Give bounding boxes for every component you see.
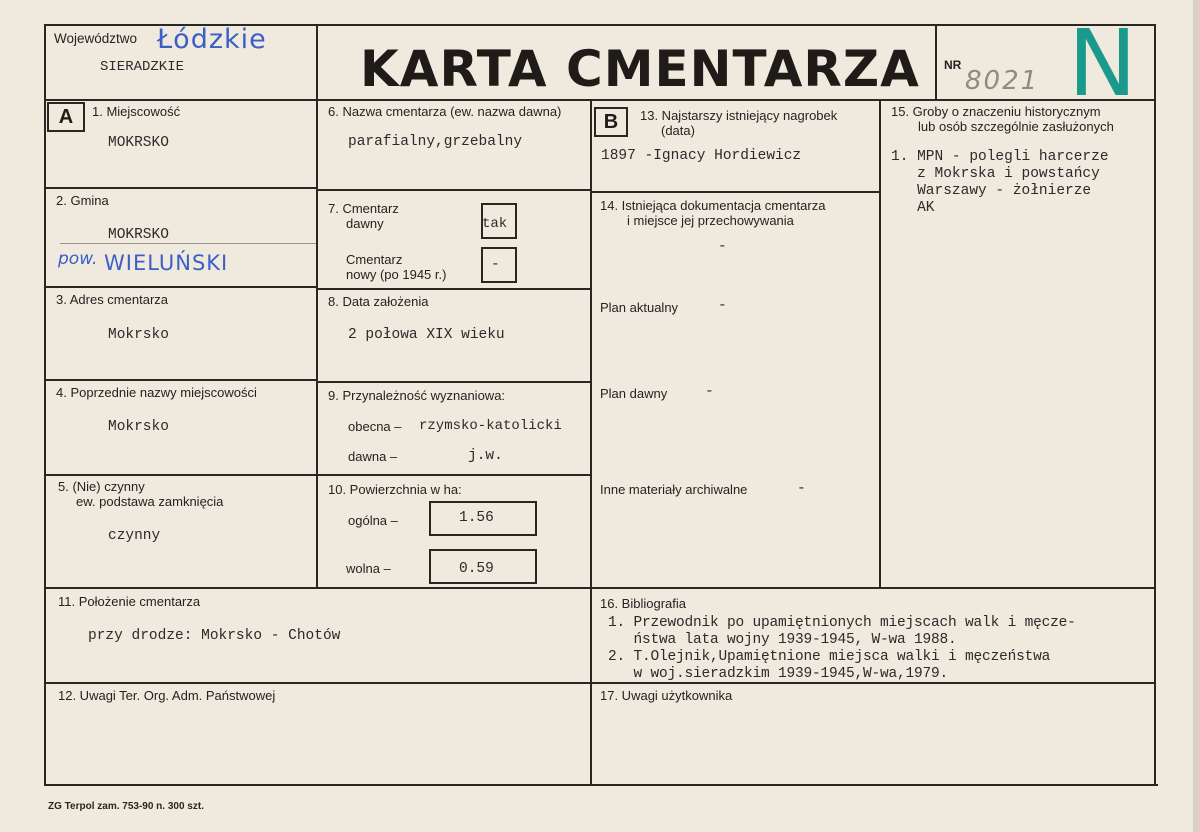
f3-label: 3. Adres cmentarza xyxy=(56,292,168,307)
row-m-3 xyxy=(318,381,590,383)
f7-label-b2: nowy (po 1945 r.) xyxy=(346,267,447,282)
f7-label-b1: Cmentarz xyxy=(346,252,403,267)
page-title: KARTA CMENTARZA xyxy=(360,40,920,98)
f14-value: - xyxy=(718,239,727,255)
col-line-1 xyxy=(316,99,318,587)
inne-value: - xyxy=(797,481,806,497)
row-a-2-thin xyxy=(60,243,316,244)
f13-value: 1897 -Ignacy Hordiewicz xyxy=(601,148,802,164)
f16-line: w woj.sieradzkim 1939-1945,W-wa,1979. xyxy=(608,666,949,682)
row-m-2 xyxy=(318,288,590,290)
wojewodztwo-typed: SIERADZKIE xyxy=(100,59,185,75)
section-b-badge: B xyxy=(594,107,628,137)
header-col-2 xyxy=(935,24,937,101)
plan-aktualny-value: - xyxy=(718,298,727,314)
f5-label-2: ew. podstawa zamknięcia xyxy=(76,494,224,509)
row-a-2 xyxy=(46,286,316,288)
f7-label-a2: dawny xyxy=(346,216,384,231)
f9-obecna-label: obecna – xyxy=(348,419,402,434)
f10-wolna-value: 0.59 xyxy=(459,561,494,577)
nr-value: 8021 xyxy=(965,66,1040,96)
f6-value: parafialny,grzebalny xyxy=(348,134,523,150)
f9-dawna-label: dawna – xyxy=(348,449,398,464)
row-bottom-1 xyxy=(46,587,1156,589)
col-line-3 xyxy=(879,99,881,587)
frame-left xyxy=(44,24,46,786)
f7-nowy-value: - xyxy=(491,257,500,273)
frame-right xyxy=(1154,24,1156,786)
frame-bottom xyxy=(46,784,1158,786)
f7-label-a1: 7. Cmentarz xyxy=(328,201,399,216)
f2-pow-prefix: pow. xyxy=(58,249,98,269)
f3-value: Mokrsko xyxy=(108,327,169,343)
f15-label-2: lub osób szczególnie zasłużonych xyxy=(918,119,1114,134)
plan-aktualny-label: Plan aktualny xyxy=(600,300,679,315)
f16-line: 1. Przewodnik po upamiętnionych miejscach walk i męcze- xyxy=(608,615,1076,631)
row-bottom-2 xyxy=(46,682,1156,684)
f15-label-1: 15. Groby o znaczeniu historycznym xyxy=(891,104,1101,119)
f10-wolna-label: wolna – xyxy=(346,561,391,576)
f10-label: 10. Powierzchnia w ha: xyxy=(328,482,462,497)
plan-dawny-label: Plan dawny xyxy=(600,386,668,401)
card-edge xyxy=(1193,0,1199,832)
f11-value: przy drodze: Mokrsko - Chotów xyxy=(88,628,341,644)
f10-ogolna-value: 1.56 xyxy=(459,510,494,526)
row-b-1 xyxy=(592,191,879,193)
f15-line: Warszawy - żołnierze xyxy=(891,183,1092,199)
f13-label-2: (data) xyxy=(661,123,695,138)
f2-value: MOKRSKO xyxy=(108,227,169,243)
row-a-1 xyxy=(46,187,316,189)
f5-label-1: 5. (Nie) czynny xyxy=(58,479,145,494)
f14-label-1: 14. Istniejąca dokumentacja cmentarza xyxy=(600,198,826,213)
nr-label: NR xyxy=(944,58,962,72)
wojewodztwo-handwritten: Łódzkie xyxy=(157,24,267,55)
wojewodztwo-label: Województwo xyxy=(54,31,138,46)
f2-label: 2. Gmina xyxy=(56,193,109,208)
f13-label-1: 13. Najstarszy istniejący nagrobek xyxy=(640,108,838,123)
f16-label: 16. Bibliografia xyxy=(600,596,686,611)
inne-label: Inne materiały archiwalne xyxy=(600,482,748,497)
f16-line: ństwa lata wojny 1939-1945, W-wa 1988. xyxy=(608,632,957,648)
f9-obecna-value: rzymsko-katolicki xyxy=(419,418,562,434)
f8-value: 2 połowa XIX wieku xyxy=(348,327,505,343)
printer-footer: ZG Terpol zam. 753-90 n. 300 szt. xyxy=(48,801,204,812)
f15-line: z Mokrska i powstańcy xyxy=(891,166,1100,182)
f6-label: 6. Nazwa cmentarza (ew. nazwa dawna) xyxy=(328,104,562,119)
f15-line: 1. MPN - polegli harcerze xyxy=(891,149,1109,165)
row-a-4 xyxy=(46,474,316,476)
f7-dawny-value: tak xyxy=(482,216,508,232)
f14-label-2: i miejsce jej przechowywania xyxy=(627,213,794,228)
nr-letter: N xyxy=(1068,10,1137,117)
header-divider xyxy=(44,99,1156,101)
f9-label: 9. Przynależność wyznaniowa: xyxy=(328,388,506,403)
section-a-badge: A xyxy=(47,102,85,132)
f4-label: 4. Poprzednie nazwy miejscowości xyxy=(56,385,257,400)
row-m-1 xyxy=(318,189,590,191)
f1-value: MOKRSKO xyxy=(108,135,169,151)
f11-label: 11. Położenie cmentarza xyxy=(58,594,201,609)
f15-line: AK xyxy=(891,200,935,216)
row-m-4 xyxy=(318,474,590,476)
f2-pow-value: WIELUŃSKI xyxy=(104,251,229,275)
f1-label: 1. Miejscowość xyxy=(92,104,181,119)
f16-line: 2. T.Olejnik,Upamiętnione miejsca walki i męczeństwa xyxy=(608,649,1051,665)
f5-value: czynny xyxy=(108,528,161,544)
f12-label: 12. Uwagi Ter. Org. Adm. Państwowej xyxy=(58,688,276,703)
plan-dawny-value: - xyxy=(705,384,714,400)
row-a-3 xyxy=(46,379,316,381)
f17-label: 17. Uwagi użytkownika xyxy=(600,688,733,703)
f4-value: Mokrsko xyxy=(108,419,169,435)
header-col-1 xyxy=(316,24,318,101)
f8-label: 8. Data założenia xyxy=(328,294,429,309)
f10-ogolna-label: ogólna – xyxy=(348,513,398,528)
f9-dawna-value: j.w. xyxy=(468,448,503,464)
